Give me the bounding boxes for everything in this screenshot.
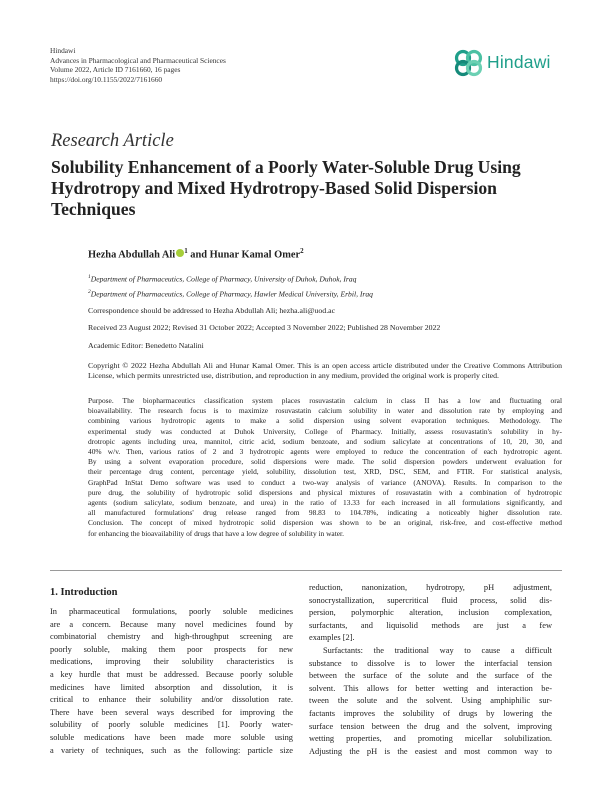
body-line: surface tension between the drug and the solvent, improving — [309, 721, 552, 731]
abstract-line: drotropic agents including urea, mannitol, citric acid, sodium benzoate, and sodium salicylate at concentrations of 10, 20, 30, and — [88, 436, 562, 446]
body-line: combinatorial chemistry and high-throughput screening are — [50, 632, 293, 642]
affiliation — [88, 286, 373, 301]
abstract-line: pure drug, the solubility of hydrotropic solid dispersions and physical mixtures of rosuvastatin with a combination of hydrotropic — [88, 487, 562, 497]
body-line: medications, improving their solubility characteristics is — [50, 657, 293, 667]
abstract-line: combining various hydrotropic agents to make a solid dispersion using solvent evaporation techniques. Methodology. The — [88, 416, 562, 426]
body-line: medicines have limited absorption and dissolution, it is — [50, 682, 293, 692]
article-title — [51, 157, 561, 220]
body-line: soluble medications have been made more soluble using — [50, 732, 293, 742]
body-line: In pharmaceutical formulations, poorly soluble medicines — [50, 607, 293, 616]
abstract-line: their percentage drug content, percentage yield, solubility, dissolution test, XRD, DSC, SEM, and FTIR. For statistical analysis, — [88, 467, 562, 477]
journal-name: Advances in Pharmacological and Pharmaceutical Sciences — [50, 55, 226, 65]
author-separator: and — [187, 249, 210, 261]
abstract-line: bioavailability. The research focus is to maximize rosuvastatin calcium solubility in water and dissolution rate by employing and — [88, 406, 562, 416]
body-line: sonocrystallization, supercritical fluid process, solid dis- — [309, 595, 552, 605]
body-line: solubility of poorly soluble medicines [1]. Poorly water- — [50, 720, 293, 730]
body-line: are a concern. Because many novel medicines found by — [50, 619, 293, 629]
affiliation-number: 2 — [88, 288, 91, 295]
title-line: Hydrotropy and Mixed Hydrotropy-Based Solid Dispersion — [51, 178, 497, 198]
section-divider — [50, 570, 562, 571]
body-line: substance to dissolve is to lower the interfacial tension — [309, 658, 552, 668]
abstract-line: Conclusion. The concept of mixed hydrotropic solid dispersion was shown to be an original, risk-free, and cost-effective method — [88, 518, 562, 528]
orcid-icon[interactable] — [176, 249, 184, 257]
body-line: Surfactants: the traditional way to cause a difficult — [323, 645, 552, 655]
body-line: between the surface of the solute and the surface of the — [309, 671, 552, 681]
body-line: a variety of techniques, such as the following: particle size — [50, 745, 293, 755]
body-line: tween the solute and the solvent. Using amphiphilic sur- — [309, 696, 552, 706]
academic-editor: Academic Editor: Benedetto Natalini — [88, 341, 204, 350]
affiliation-text: Department of Pharmaceutics, College of Pharmacy, University of Duhok, Duhok, Iraq — [90, 274, 357, 284]
author-name[interactable]: Hunar Kamal Omer — [209, 249, 301, 261]
body-line: There have been several ways described for improving the — [50, 707, 293, 717]
body-line: a key hurdle that must be addressed. Because poorly soluble — [50, 669, 293, 679]
title-line: Solubility Enhancement of a Poorly Water-Soluble Drug Using — [51, 157, 521, 177]
affiliation-marker: 2 — [300, 247, 304, 255]
body-line: persion, polymorphic alteration, inclusion complexation, — [309, 608, 552, 618]
body-line: wetting properties, and promoting micellar solubilization. — [309, 734, 552, 744]
body-line: examples [2]. — [309, 633, 355, 643]
affiliations — [88, 271, 373, 300]
doi-link[interactable]: https://doi.org/10.1155/2022/7161660 — [50, 74, 163, 84]
body-column-left — [50, 606, 293, 757]
section-heading: 1. Introduction — [50, 587, 118, 598]
abstract-line: for enhancing the bioavailability of drugs that have a low degree of solubility in water. — [88, 528, 344, 538]
publication-dates: Received 23 August 2022; Revised 31 October 2022; Accepted 3 November 2022; Published 28 November 2022 — [88, 323, 441, 332]
body-line: surfactants, and liquisolid methods are just a few — [309, 620, 552, 630]
journal-header — [50, 46, 226, 84]
abstract-line: By using a solvent evaporation procedure, solid dispersions were made. The solid dispersion powders underwent evaluation for — [88, 457, 562, 467]
abstract-line: Purpose. The biopharmaceutics classification system places rosuvastatin calcium in class II has a low and fluctuating oral — [88, 396, 562, 405]
abstract — [88, 396, 562, 539]
hindawi-logo — [453, 48, 557, 78]
body-column-right — [309, 582, 552, 758]
body-line: solvent. This allows for better wetting and interaction be- — [309, 683, 552, 693]
article-type: Research Article — [51, 131, 174, 151]
body-line: reduction, nanonization, hydrotropy, pH adjustment, — [309, 583, 552, 592]
author-list — [88, 247, 304, 260]
hindawi-logo-text: Hindawi — [487, 52, 551, 72]
publisher-name: Hindawi — [50, 46, 76, 55]
volume-info: Volume 2022, Article ID 7161660, 16 pages — [50, 65, 181, 75]
affiliation-text: Department of Pharmaceutics, College of Pharmacy, Hawler Medical University, Erbil, Iraq — [90, 289, 373, 299]
affiliation — [88, 271, 373, 286]
body-line: Adjusting the pH is the easiest and most common way to — [309, 746, 552, 756]
body-line: poorly soluble, making them poor prospects for new — [50, 644, 293, 654]
abstract-line: GraphPad InStat Demo software was used to conduct a two-way analysis of variance (ANOVA). Results. In comparison to the — [88, 477, 562, 487]
correspondence: Correspondence should be addressed to Hezha Abdullah Ali; hezha.ali@uod.ac — [88, 306, 336, 315]
abstract-line: agents (sodium salicylate, sodium benzoate, and urea) in the ratio of 13.33 for each increased in all formulations significantly, and — [88, 498, 562, 508]
affiliation-marker: 1 — [184, 247, 188, 255]
copyright-notice: Copyright © 2022 Hezha Abdullah Ali and Hunar Kamal Omer. This is an open access article distributed under the Creative Commons Attribution License, which permits unrestricted use, distribution, and reproduction in any medium, provided the original work is properly cited. — [88, 361, 562, 381]
abstract-line: all manufactured formulations' drug release ranged from 98.83 to 104.78%, indicating a noticeably higher dissolution rate. — [88, 508, 562, 518]
affiliation-number: 1 — [88, 274, 91, 280]
abstract-line: experimental study was conducted at Duhok University, College of Pharmacy. Initially, assess rosuvastatin's solubility in hy- — [88, 426, 562, 436]
hindawi-logo-icon — [453, 48, 485, 78]
body-line: factants improves the solubility of drugs by lowering the — [309, 708, 552, 718]
author-name[interactable]: Hezha Abdullah Ali — [88, 249, 176, 261]
title-line: Techniques — [51, 199, 136, 219]
body-line: critical to enhance their solubility and/or dissolution rate. — [50, 695, 293, 705]
abstract-line: 40% w/v. Then, various ratios of 2 and 3 hydrotropic agents were employed to reduce the concentration of each hydrotropic agent. — [88, 447, 562, 457]
